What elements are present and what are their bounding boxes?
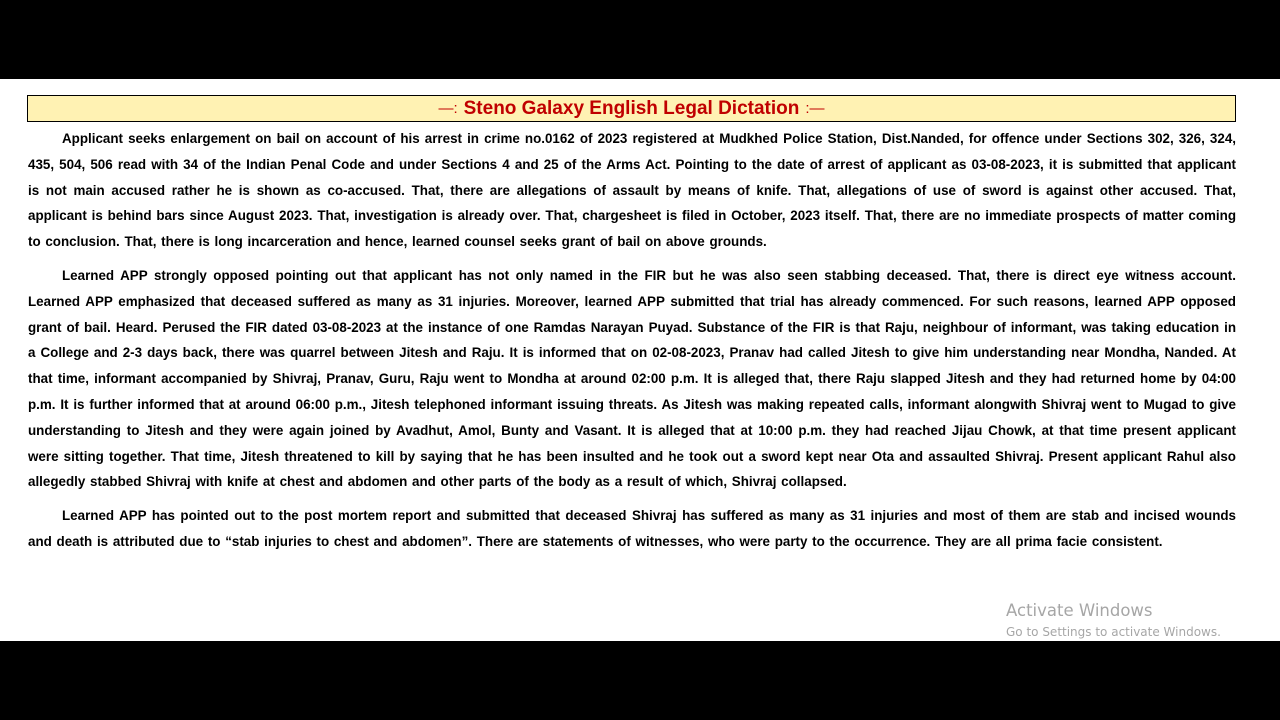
title-right-ornament: :—: [805, 100, 825, 117]
document-body: [28, 126, 1236, 563]
document-title: Steno Galaxy English Legal Dictation: [463, 97, 800, 119]
document-page: [0, 79, 1280, 641]
paragraph: Learned APP has pointed out to the post mortem report and submitted that deceased Shivraj has suffered as many as 31 injuries and most of them are stab and incised wounds and death is attributed due to “stab injuries to chest and abdomen”. There are statements of witnesses, who were party to the occurrence. They are all prima facie consistent.: [28, 508, 1236, 549]
watermark-title: Activate Windows: [1006, 601, 1153, 620]
title-left-ornament: —:: [438, 100, 458, 117]
paragraph: Learned APP strongly opposed pointing out that applicant has not only named in the FIR but he was also seen stabbing deceased. That, there is direct eye witness account. Learned APP emphasized that deceased suffered as many as 31 injuries. Moreover, learned APP submitted that trial has already commenced. For such reasons, learned APP opposed grant of bail. Heard. Perused the FIR dated 03-08-2023 at the instance of one Ramdas Narayan Puyad. Substance of the FIR is that Raju, neighbour of informant, was taking education in a College and 2-3 days back, there was quarrel between Jitesh and Raju. It is informed that on 02-08-2023, Pranav had called Jitesh to give him understanding near Mondha, Nanded. At that time, informant accompanied by Shivraj, Pranav, Guru, Raju went to Mondha at around 02:00 p.m. It is alleged that, there Raju slapped Jitesh and they had returned home by 04:00 p.m. It is further informed that at around 06:00 p.m., Jitesh telephoned informant issuing threats. As Jitesh was making repeated calls, informant alongwith Shivraj went to Mugad to give understanding to Jitesh and they were again joined by Avadhut, Amol, Bunty and Vasant. It is alleged that at 10:00 p.m. they had reached Jijau Chowk, at that time present applicant were sitting together. That time, Jitesh threatened to kill by saying that he has been insulted and he took out a sword kept near Ota and assaulted Shivraj. Present applicant Rahul also allegedly stabbed Shivraj with knife at chest and abdomen and other parts of the body as a result of which, Shivraj collapsed.: [28, 267, 1236, 490]
activate-windows-watermark: [1006, 601, 1221, 639]
document-title-banner: [27, 95, 1236, 122]
paragraph: Applicant seeks enlargement on bail on account of his arrest in crime no.0162 of 2023 registered at Mudkhed Police Station, Dist.Nanded, for offence under Sections 302, 326, 324, 435, 504, 506 read with 34 of the Indian Penal Code and under Sections 4 and 25 of the Arms Act. Pointing to the date of arrest of applicant as 03-08-2023, it is submitted that applicant is not main accused rather he is shown as co-accused. That, there are allegations of assault by means of knife. That, allegations of use of sword is against other accused. That, applicant is behind bars since August 2023. That, investigation is already over. That, chargesheet is filed in October, 2023 itself. That, there are no immediate prospects of matter coming to conclusion. That, there is long incarceration and hence, learned counsel seeks grant of bail on above grounds.: [28, 131, 1236, 250]
watermark-subtitle: Go to Settings to activate Windows.: [1006, 625, 1221, 639]
